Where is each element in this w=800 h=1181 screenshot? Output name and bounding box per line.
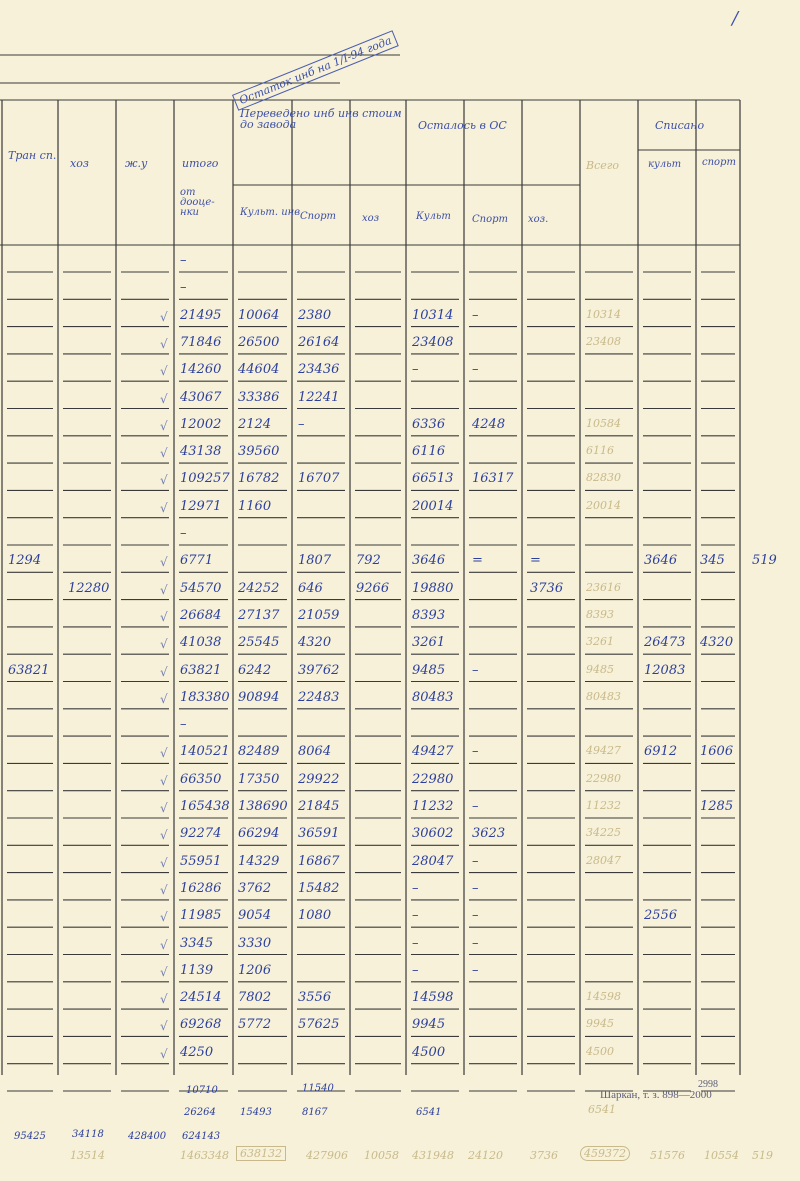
sub-hoz-header: хоз (362, 213, 380, 224)
cell-total: 69268 (180, 1017, 222, 1033)
footer-r4-e: 10058 (364, 1149, 399, 1162)
cell-sport: 22483 (298, 689, 340, 705)
cell-total: 63821 (180, 662, 222, 678)
cell-kult: 7802 (238, 990, 272, 1006)
sub-kult3-header: культ (648, 159, 682, 170)
check-mark: √ (160, 336, 168, 351)
cell-left-kult: 14598 (412, 990, 454, 1006)
cell-vsego: 23408 (586, 334, 621, 348)
col-hoz-header: хоз (70, 157, 89, 170)
cell-total: 16286 (180, 880, 222, 896)
cell-left-sport: – (472, 908, 479, 924)
cell-vsego: 11232 (586, 799, 621, 812)
cell-vsego: 10584 (586, 416, 621, 430)
footer-r4-b: 1463348 (180, 1149, 229, 1162)
cell-total: 71846 (180, 334, 222, 350)
check-mark: √ (160, 446, 168, 461)
cell-left-sport: – (472, 935, 479, 951)
check-mark: √ (160, 992, 168, 1007)
cell-left-sport: – (472, 853, 479, 869)
cell-sport: 36591 (298, 826, 340, 842)
cell-total: 12971 (180, 498, 222, 514)
cell-kult: 39560 (238, 444, 280, 460)
cell-left-sport: 3623 (472, 826, 506, 842)
cell-vsego: 8393 (586, 607, 614, 621)
cell-spis-kult: 6912 (644, 744, 678, 760)
cell-left-sport: 16317 (472, 471, 514, 487)
footer-r4-f: 431948 (412, 1149, 454, 1162)
cell-kult: 27137 (238, 607, 280, 623)
cell-total: 54570 (180, 580, 222, 596)
cell-total: 41038 (180, 635, 222, 651)
cell-vsego: 9485 (586, 662, 614, 676)
check-mark: √ (160, 473, 168, 488)
cell-sport: 21059 (298, 607, 340, 623)
cell-left-sport: 4248 (472, 416, 506, 432)
footer-r4-a: 13514 (70, 1149, 105, 1162)
cell-left-kult: – (412, 935, 419, 951)
cell-left-sport: – (472, 962, 479, 978)
group-written-header: Списано (655, 119, 705, 132)
cell-left-kult: 9945 (412, 1017, 446, 1033)
cell-total: 11985 (180, 908, 222, 924)
check-mark: √ (160, 309, 168, 324)
footer-r3-a: 95425 (14, 1131, 46, 1142)
cell-kult: 5772 (238, 1017, 272, 1033)
footer-r4-h: 3736 (530, 1149, 558, 1162)
footer-r4-l: 519 (752, 1149, 773, 1162)
cell-kult: 3330 (238, 935, 272, 951)
footer-r3-c: 428400 (128, 1131, 167, 1142)
cell-left-kult: 80483 (412, 689, 454, 705)
cell-sport: 16867 (298, 853, 340, 869)
sub-kult2-header: Культ (416, 211, 451, 222)
cell-sport: 26164 (298, 334, 340, 350)
col-total-header: итого (182, 157, 219, 170)
cell-left-kult: 23408 (412, 334, 454, 350)
cell-spis-kult: 26473 (644, 635, 686, 651)
cell-total: 43067 (180, 389, 222, 405)
check-mark: √ (160, 964, 168, 979)
cell-left-kult: 66513 (412, 471, 454, 487)
footer-r2-left: 6541 (416, 1107, 442, 1118)
cell-total: 55951 (180, 853, 222, 869)
check-mark: √ (160, 882, 168, 897)
cell-sport: 8064 (298, 744, 332, 760)
check-mark: √ (160, 364, 168, 379)
cell-spis-sport: 345 (700, 553, 725, 569)
sub-kult-header: Культ. инв (240, 207, 301, 218)
cell-trans: 63821 (8, 662, 50, 678)
footer-r2-total: 26264 (184, 1107, 216, 1118)
cell-left-kult: 10314 (412, 307, 454, 323)
cell-total: 12002 (180, 416, 222, 432)
cell-kult: 16782 (238, 471, 280, 487)
footer-r4-g: 24120 (468, 1149, 503, 1162)
cell-vsego: 10314 (586, 307, 621, 321)
cell-left-sport: – (472, 744, 479, 760)
cell-spis-kult: 12083 (644, 662, 686, 678)
cell-spis-kult: 3646 (644, 553, 678, 569)
check-mark: √ (160, 418, 168, 433)
sub-sport-header: Спорт (300, 211, 336, 222)
cell-kult: 2124 (238, 416, 272, 432)
cell-sport: 16707 (298, 471, 340, 487)
check-mark: √ (160, 500, 168, 515)
sub-vsego-header: Всего (586, 159, 619, 172)
check-mark: √ (160, 937, 168, 952)
cell-sport: 12241 (298, 389, 340, 405)
col-total-sub-header: от дооце-нки (180, 187, 215, 218)
cell-sport: 4320 (298, 635, 332, 651)
footer-r4-k: 10554 (704, 1149, 739, 1162)
cell-kult: 10064 (238, 307, 280, 323)
cell-total: 3345 (180, 935, 214, 951)
cell-left-hoz: 3736 (530, 580, 564, 596)
cell-vsego: 6116 (586, 444, 614, 458)
cell-left-kult: 20014 (412, 498, 454, 514)
cell-left-kult: 3261 (412, 635, 446, 651)
check-mark: √ (160, 391, 168, 406)
check-mark: √ (160, 637, 168, 652)
check-mark: √ (160, 773, 168, 788)
cell-kult: 6242 (238, 662, 272, 678)
check-mark: √ (160, 609, 168, 624)
cell-kult: 1160 (238, 498, 272, 514)
cell-kult: 1206 (238, 962, 272, 978)
group-left-header: Осталось в ОС (418, 119, 507, 132)
cell-left-kult: 9485 (412, 662, 446, 678)
cell-vsego: 28047 (586, 853, 621, 867)
cell-left-kult: 28047 (412, 853, 454, 869)
cell-vsego: 22980 (586, 771, 621, 785)
cell-total: 183380 (180, 689, 230, 705)
cell-kult: 33386 (238, 389, 280, 405)
cell-total: 43138 (180, 444, 222, 460)
footer-r3-d: 624143 (182, 1131, 221, 1142)
cell-vsego: 9945 (586, 1017, 614, 1031)
cell-sport: 39762 (298, 662, 340, 678)
cell-total: 14260 (180, 362, 222, 378)
cell-sport: 23436 (298, 362, 340, 378)
check-mark: √ (160, 664, 168, 679)
cell-vsego: 3261 (586, 635, 614, 649)
cell-hoz-col: 12280 (68, 580, 110, 596)
footer-r1-total: 10710 (186, 1085, 218, 1096)
check-mark: √ (160, 691, 168, 706)
stamp-note: Остаток инб на 1/I-94 года (232, 30, 399, 111)
cell-kult: 14329 (238, 853, 280, 869)
cell-sport: 1080 (298, 908, 332, 924)
cell-total: 24514 (180, 990, 222, 1006)
check-mark: √ (160, 828, 168, 843)
cell-kult: 25545 (238, 635, 280, 651)
cell-total: 4250 (180, 1044, 214, 1060)
cell-kult: 3762 (238, 880, 272, 896)
cell-kult: 24252 (238, 580, 280, 596)
cell-left-sport: – (472, 799, 479, 814)
cell-total: – (180, 280, 187, 296)
cell-left-kult: – (412, 908, 419, 924)
check-mark: √ (160, 801, 168, 815)
cell-vsego: 20014 (586, 498, 621, 512)
check-mark: √ (160, 582, 168, 597)
footer-r1-sport: 11540 (302, 1083, 334, 1094)
cell-spis-sport: 1285 (700, 799, 734, 814)
check-mark: √ (160, 555, 168, 570)
cell-vsego: 34225 (586, 826, 621, 840)
cell-left-kult: 3646 (412, 553, 446, 569)
footer-r2-sport: 8167 (302, 1107, 328, 1118)
col-tran-header: Тран сп. (8, 149, 57, 162)
cell-total: 21495 (180, 307, 222, 323)
cell-total: 6771 (180, 553, 214, 569)
cell-kult: 90894 (238, 689, 280, 705)
cell-total: 26684 (180, 607, 222, 623)
cell-sport: 21845 (298, 799, 340, 814)
cell-sport: 57625 (298, 1017, 340, 1033)
footer-r2-kult: 15493 (240, 1107, 272, 1118)
cell-left-kult: 8393 (412, 607, 446, 623)
cell-kult: 66294 (238, 826, 280, 842)
cell-spis-sport: 1606 (700, 744, 734, 760)
sub-sport3-header: спорт (702, 157, 736, 168)
cell-left-sport: – (472, 362, 479, 378)
cell-left-sport: – (472, 307, 479, 323)
footer-r3-b: 34118 (72, 1129, 104, 1140)
cell-sport: 1807 (298, 553, 332, 569)
cell-left-kult: 6116 (412, 444, 446, 460)
cell-hoz: 9266 (356, 580, 390, 596)
cell-sport: 3556 (298, 990, 332, 1006)
cell-total: 1139 (180, 962, 214, 978)
cell-total: 165438 (180, 799, 230, 814)
cell-hoz: 792 (356, 553, 381, 569)
print-number: 2998 (698, 1079, 718, 1090)
cell-total: 109257 (180, 471, 230, 487)
cell-trans: 1294 (8, 553, 42, 569)
check-mark: √ (160, 1046, 168, 1061)
cell-left-kult: 22980 (412, 771, 454, 787)
cell-vsego: 23616 (586, 580, 621, 594)
cell-kult: 9054 (238, 908, 272, 924)
cell-kult: 26500 (238, 334, 280, 350)
cell-kult: 138690 (238, 799, 288, 814)
cell-left-kult: – (412, 962, 419, 978)
cell-spis-sport: 4320 (700, 635, 734, 651)
cell-spis-kult: 2556 (644, 908, 678, 924)
cell-vsego: 4500 (586, 1044, 614, 1058)
check-mark: √ (160, 746, 168, 761)
cell-sport: – (298, 416, 305, 432)
cell-left-kult: – (412, 880, 419, 896)
col-zhu-header: ж.у (125, 157, 148, 170)
cell-vsego: 49427 (586, 744, 621, 758)
cell-sport: 646 (298, 580, 323, 596)
cell-total: 92274 (180, 826, 222, 842)
cell-total: 66350 (180, 771, 222, 787)
cell-left-kult: 4500 (412, 1044, 446, 1060)
cell-left-kult: 6336 (412, 416, 446, 432)
cell-left-sport: – (472, 880, 479, 896)
footer-r4-j: 51576 (650, 1149, 685, 1162)
check-mark: √ (160, 855, 168, 870)
check-mark: √ (160, 910, 168, 925)
cell-sport: 29922 (298, 771, 340, 787)
cell-vsego: 14598 (586, 990, 621, 1004)
cell-left-kult: 11232 (412, 799, 454, 814)
cell-left-kult: 49427 (412, 744, 454, 760)
cell-left-sport: = (472, 553, 483, 569)
cell-total: – (180, 717, 187, 733)
sub-hoz2-header: хоз. (528, 214, 549, 225)
cell-vsego: 82830 (586, 471, 621, 485)
cell-left-kult: – (412, 362, 419, 378)
group-moved-header: Переведено инб инв стоим до завода (240, 107, 402, 131)
cell-left-kult: 19880 (412, 580, 454, 596)
cell-kult: 17350 (238, 771, 280, 787)
cell-total: – (180, 253, 187, 268)
cell-total: 140521 (180, 744, 230, 760)
cell-kult: 44604 (238, 362, 280, 378)
cell-left-hoz: = (530, 553, 541, 569)
cell-total: – (180, 526, 187, 541)
sub-sport2-header: Спорт (472, 214, 508, 225)
cell-extra: 519 (752, 553, 777, 569)
cell-left-sport: – (472, 662, 479, 678)
cell-kult: 82489 (238, 744, 280, 760)
cell-sport: 15482 (298, 880, 340, 896)
footer-r4-c: 638132 (236, 1146, 286, 1161)
cell-left-kult: 30602 (412, 826, 454, 842)
print-mark: Шаркан, т. з. 898—2000 (600, 1089, 712, 1101)
footer-r4-d: 427906 (306, 1149, 348, 1162)
cell-sport: 2380 (298, 307, 332, 323)
footer-r4-i: 459372 (580, 1146, 630, 1161)
cell-vsego: 80483 (586, 689, 621, 703)
corner-mark: / (732, 8, 739, 29)
footer-r2-vsego: 6541 (588, 1103, 616, 1116)
check-mark: √ (160, 1019, 168, 1034)
